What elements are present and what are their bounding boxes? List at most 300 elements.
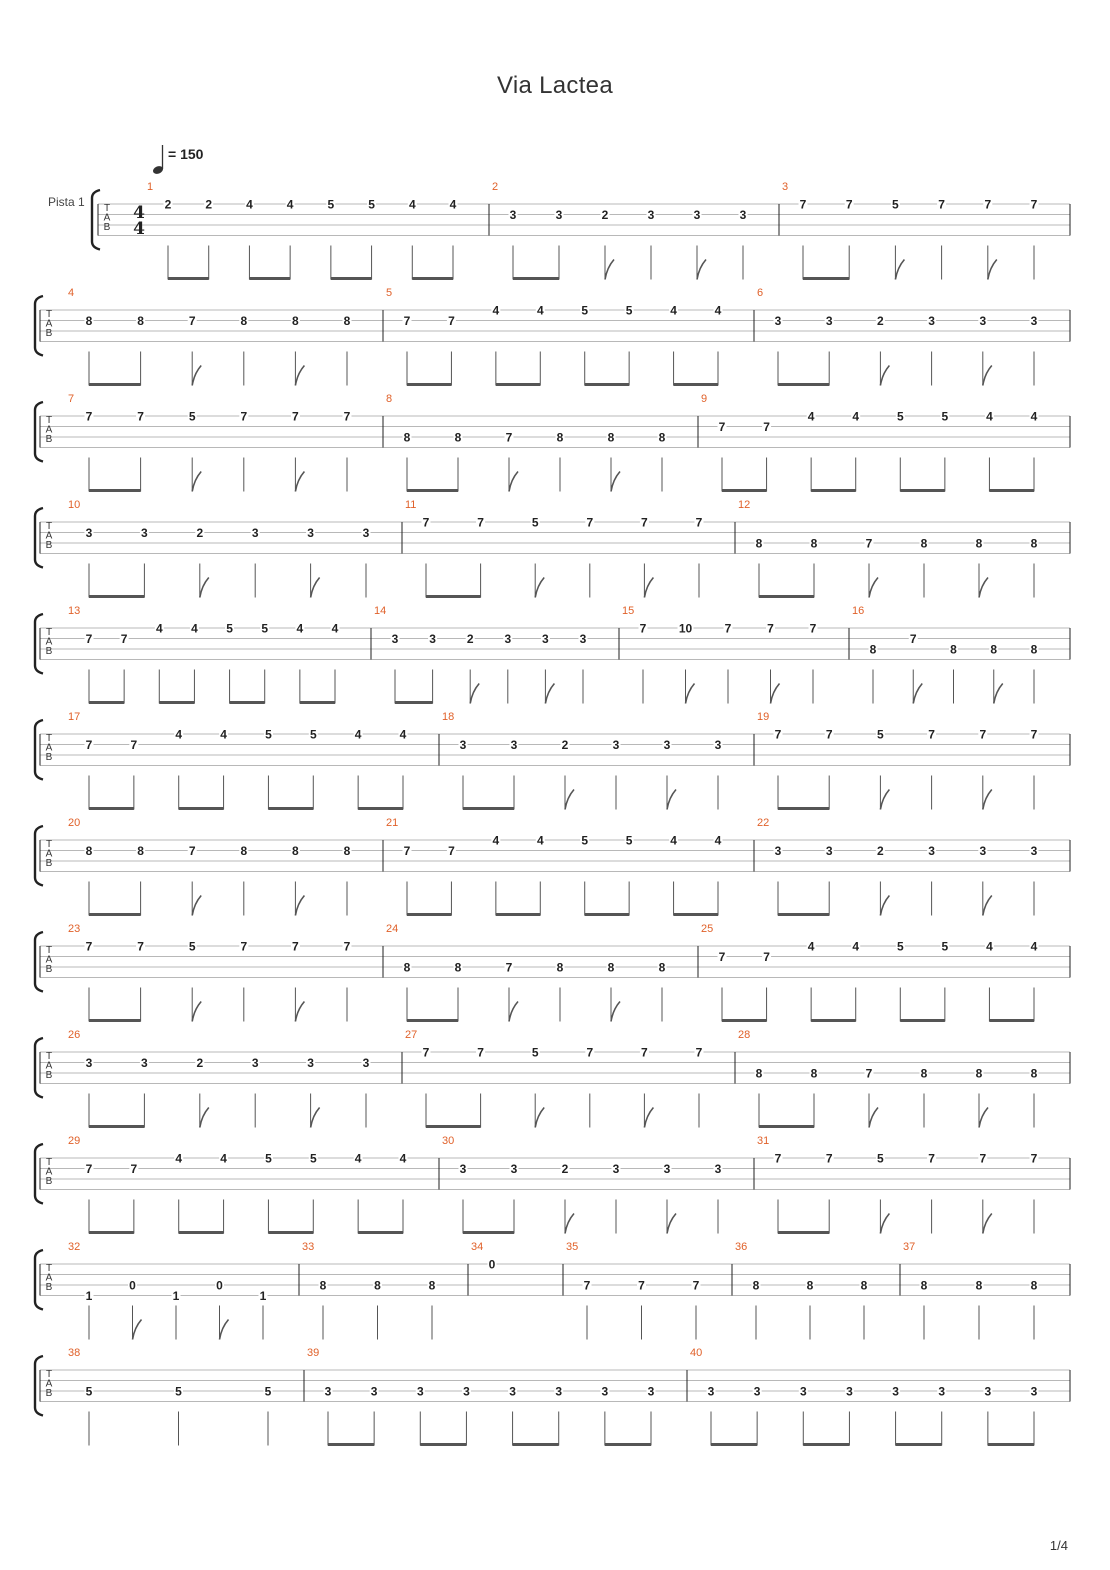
fret-number: 4: [492, 833, 500, 848]
tab-clef-letter: T: [45, 1369, 53, 1380]
fret-number: 8: [920, 1066, 928, 1081]
tab-clef-letter: A: [45, 1378, 53, 1390]
fret-number: 7: [85, 409, 93, 424]
note-flag: [697, 260, 706, 280]
fret-number: 7: [909, 632, 917, 646]
fret-number: 7: [130, 738, 138, 752]
fret-number: 7: [240, 939, 248, 954]
measure-number: 23: [68, 923, 81, 935]
fret-number: 7: [1030, 727, 1038, 742]
measure-number: 22: [757, 817, 770, 829]
system-bracket: [35, 932, 43, 992]
fret-number: 5: [877, 727, 884, 742]
fret-number: 3: [579, 632, 587, 646]
measure-number: 10: [68, 499, 81, 511]
note-flag: [994, 684, 1003, 704]
fret-number: 8: [1030, 1066, 1038, 1081]
note-flag: [880, 790, 889, 810]
fret-number: 1: [172, 1289, 180, 1303]
tab-clef-letter: A: [45, 636, 53, 648]
fret-number: 7: [774, 1151, 782, 1166]
note-flag: [644, 1108, 653, 1128]
song-title: Via Lactea: [497, 72, 613, 99]
note-flag: [895, 260, 904, 280]
fret-number: 7: [137, 409, 144, 424]
fret-number: 3: [753, 1384, 761, 1399]
tab-clef-letter: A: [45, 742, 53, 754]
fret-number: 3: [928, 314, 935, 328]
fret-number: 8: [428, 1278, 436, 1293]
fret-number: 4: [408, 197, 416, 212]
measure-number: 28: [738, 1029, 751, 1041]
measure-number: 6: [757, 287, 764, 299]
note-flag: [509, 1002, 518, 1022]
fret-number: 4: [1030, 939, 1038, 954]
fret-number: 3: [459, 738, 467, 752]
fret-number: 7: [692, 1278, 700, 1293]
fret-number: 8: [860, 1278, 868, 1293]
measure-number: 20: [68, 817, 81, 829]
fret-number: 4: [191, 621, 198, 636]
fret-number: 4: [492, 303, 500, 318]
fret-number: 7: [695, 1045, 703, 1060]
fret-number: 3: [370, 1384, 378, 1399]
fret-number: 4: [449, 197, 457, 212]
measure-number: 8: [386, 393, 393, 405]
fret-number: 7: [724, 621, 732, 636]
measure-number: 2: [492, 181, 499, 193]
measure-number: 32: [68, 1241, 81, 1253]
measure-number: 24: [386, 923, 399, 935]
fret-number: 7: [695, 515, 703, 530]
tab-clef-letter: T: [45, 415, 53, 426]
fret-number: 8: [85, 844, 93, 858]
fret-number: 8: [137, 314, 144, 328]
note-flag: [667, 1214, 676, 1234]
measure-number: 31: [757, 1135, 770, 1147]
fret-number: 7: [774, 727, 782, 742]
fret-number: 3: [555, 1384, 563, 1399]
fret-number: 7: [979, 727, 987, 742]
fret-number: 3: [714, 1162, 722, 1176]
fret-number: 3: [85, 1056, 93, 1070]
system-bracket: [35, 826, 43, 886]
fret-number: 8: [454, 430, 462, 445]
fret-number: 7: [85, 738, 93, 752]
measure-number: 14: [374, 605, 387, 617]
measure-number: 33: [302, 1241, 315, 1253]
fret-number: 0: [216, 1278, 223, 1293]
tab-clef-letter: A: [45, 848, 53, 860]
fret-number: 3: [362, 526, 370, 540]
fret-number: 3: [459, 1162, 467, 1176]
fret-number: 7: [809, 621, 817, 636]
fret-number: 7: [845, 197, 853, 212]
system-bracket: [35, 402, 43, 462]
note-flag: [644, 578, 653, 598]
fret-number: 4: [220, 1151, 227, 1166]
note-flag: [913, 684, 922, 704]
note-flag: [470, 684, 479, 704]
system-bracket: [35, 720, 43, 780]
tab-clef-letter: T: [45, 1263, 53, 1274]
fret-number: 3: [612, 738, 620, 752]
fret-number: 8: [292, 844, 299, 858]
fret-number: 3: [1030, 844, 1038, 858]
fret-number: 4: [175, 1151, 183, 1166]
system-bracket: [35, 614, 43, 674]
tab-clef-letter: B: [45, 646, 53, 657]
fret-number: 4: [536, 303, 544, 318]
fret-number: 8: [343, 314, 351, 328]
note-flag: [311, 1108, 320, 1128]
note-flag: [869, 1108, 878, 1128]
fret-number: 8: [403, 430, 411, 445]
fret-number: 8: [240, 844, 248, 858]
tab-clef-letter: A: [103, 212, 111, 224]
fret-number: 3: [362, 1056, 370, 1070]
fret-number: 8: [920, 536, 928, 551]
fret-number: 5: [226, 621, 233, 636]
note-flag: [983, 366, 992, 386]
fret-number: 3: [510, 1162, 518, 1176]
measure-number: 3: [782, 181, 789, 193]
fret-number: 4: [714, 303, 722, 318]
fret-number: 8: [292, 314, 299, 328]
tab-clef-letter: T: [103, 203, 111, 214]
tab-clef-letter: B: [45, 328, 53, 339]
note-flag: [880, 896, 889, 916]
fret-number: 8: [1030, 536, 1038, 551]
fret-number: 8: [990, 642, 998, 657]
measure-number: 27: [405, 1029, 418, 1041]
fret-number: 7: [639, 621, 647, 636]
fret-number: 3: [774, 314, 782, 328]
fret-number: 3: [774, 844, 782, 858]
fret-number: 2: [877, 844, 884, 858]
fret-number: 5: [188, 939, 196, 954]
tab-clef-letter: B: [45, 1176, 53, 1187]
note-flag: [869, 578, 878, 598]
note-flag: [988, 260, 997, 280]
measure-number: 19: [757, 711, 770, 723]
measure-number: 39: [307, 1347, 320, 1359]
fret-number: 4: [986, 409, 993, 424]
fret-number: 7: [1030, 197, 1038, 212]
fret-number: 7: [583, 1278, 591, 1293]
fret-number: 8: [85, 314, 93, 328]
fret-number: 8: [869, 642, 877, 657]
fret-number: 8: [240, 314, 248, 328]
fret-number: 7: [1030, 1151, 1038, 1166]
tab-clef-letter: B: [45, 858, 53, 869]
fret-number: 5: [264, 1384, 272, 1399]
fret-number: 8: [374, 1278, 381, 1293]
tab-clef-letter: T: [45, 1157, 53, 1168]
note-flag: [545, 684, 554, 704]
measure-number: 4: [68, 287, 75, 299]
fret-number: 5: [261, 621, 269, 636]
note-flag: [311, 578, 320, 598]
note-flag: [565, 790, 574, 810]
note-flag: [983, 1214, 992, 1234]
fret-number: 3: [892, 1384, 899, 1399]
fret-number: 3: [928, 844, 935, 858]
fret-number: 7: [448, 844, 455, 858]
note-flag: [979, 578, 988, 598]
fret-number: 4: [296, 621, 304, 636]
fret-number: 7: [641, 1045, 648, 1060]
fret-number: 4: [354, 727, 362, 742]
fret-number: 7: [422, 515, 430, 530]
fret-number: 5: [581, 833, 589, 848]
note-flag: [611, 1002, 620, 1022]
measure-number: 21: [386, 817, 399, 829]
fret-number: 7: [638, 1278, 645, 1293]
fret-number: 7: [343, 409, 351, 424]
tab-clef-letter: A: [45, 318, 53, 330]
fret-number: 7: [477, 1045, 484, 1060]
fret-number: 4: [175, 727, 183, 742]
tab-clef-letter: T: [45, 733, 53, 744]
fret-number: 3: [307, 526, 314, 540]
fret-number: 5: [85, 1384, 93, 1399]
fret-number: 4: [286, 197, 294, 212]
fret-number: 3: [707, 1384, 715, 1399]
measure-number: 18: [442, 711, 455, 723]
tab-clef-letter: B: [45, 752, 53, 763]
page-number: 1/4: [1049, 1538, 1068, 1553]
note-flag: [192, 1002, 201, 1022]
fret-number: 5: [265, 727, 272, 742]
fret-number: 8: [975, 536, 983, 551]
measure-number: 30: [442, 1135, 455, 1147]
fret-number: 4: [354, 1151, 362, 1166]
fret-number: 2: [196, 526, 204, 540]
tab-clef-letter: B: [45, 434, 53, 445]
fret-number: 8: [556, 430, 564, 445]
note-flag: [509, 472, 518, 492]
fret-number: 3: [1030, 314, 1038, 328]
fret-number: 5: [625, 303, 633, 318]
fret-number: 3: [846, 1384, 853, 1399]
fret-number: 5: [625, 833, 633, 848]
fret-number: 7: [825, 727, 833, 742]
tab-clef-letter: A: [45, 1166, 53, 1178]
fret-number: 7: [928, 1151, 935, 1166]
fret-number: 0: [488, 1257, 496, 1272]
fret-number: 7: [343, 939, 351, 954]
fret-number: 7: [979, 1151, 987, 1166]
fret-number: 3: [693, 208, 701, 222]
track-name: Pista 1: [48, 195, 85, 209]
fret-number: 7: [130, 1162, 138, 1176]
fret-number: 3: [938, 1384, 946, 1399]
tab-clef-letter: B: [45, 1282, 53, 1293]
fret-number: 8: [658, 960, 666, 975]
note-flag: [295, 472, 304, 492]
fret-number: 7: [505, 960, 513, 975]
fret-number: 7: [718, 420, 726, 434]
tab-clef-letter: T: [45, 1051, 53, 1062]
fret-number: 8: [950, 642, 957, 657]
fret-number: 3: [504, 632, 512, 646]
fret-number: 4: [1030, 409, 1038, 424]
fret-number: 4: [807, 939, 815, 954]
fret-number: 5: [531, 1045, 539, 1060]
fret-number: 7: [422, 1045, 430, 1060]
measure-number: 1: [147, 181, 154, 193]
note-flag: [880, 366, 889, 386]
fret-number: 8: [556, 960, 564, 975]
fret-number: 4: [155, 621, 163, 636]
measure-number: 38: [68, 1347, 81, 1359]
measure-number: 5: [386, 287, 393, 299]
note-flag: [295, 896, 304, 916]
fret-number: 5: [581, 303, 589, 318]
fret-number: 5: [309, 727, 317, 742]
fret-number: 3: [663, 1162, 671, 1176]
tab-clef-letter: A: [45, 1272, 53, 1284]
note-flag: [192, 472, 201, 492]
fret-number: 5: [265, 1151, 272, 1166]
system-bracket: [35, 508, 43, 568]
system-bracket: [35, 1356, 43, 1416]
fret-number: 3: [984, 1384, 992, 1399]
note-flag: [983, 896, 992, 916]
fret-number: 5: [941, 409, 949, 424]
fret-number: 5: [368, 197, 375, 212]
fret-number: 5: [327, 197, 335, 212]
fret-number: 7: [403, 844, 411, 858]
fret-number: 1: [259, 1289, 267, 1303]
fret-number: 4: [852, 409, 860, 424]
tempo-value: = 150: [168, 146, 204, 162]
fret-number: 2: [164, 197, 172, 212]
fret-number: 7: [188, 844, 196, 858]
fret-number: 3: [663, 738, 671, 752]
fret-number: 2: [601, 208, 609, 222]
fret-number: 7: [938, 197, 945, 212]
fret-number: 4: [536, 833, 544, 848]
fret-number: 8: [454, 960, 462, 975]
fret-number: 7: [825, 1151, 833, 1166]
fret-number: 2: [561, 738, 569, 752]
fret-number: 3: [739, 208, 747, 222]
fret-number: 7: [767, 621, 774, 636]
note-flag: [200, 578, 209, 598]
note-flag: [565, 1214, 574, 1234]
fret-number: 8: [607, 430, 615, 445]
fret-number: 3: [555, 208, 563, 222]
measure-number: 34: [471, 1241, 484, 1253]
fret-number: 3: [612, 1162, 620, 1176]
note-flag: [535, 1108, 544, 1128]
fret-number: 3: [429, 632, 436, 646]
fret-number: 8: [755, 1066, 763, 1081]
fret-number: 4: [852, 939, 860, 954]
measure-number: 25: [701, 923, 714, 935]
note-flag: [192, 366, 201, 386]
note-flag: [979, 1108, 988, 1128]
fret-number: 8: [137, 844, 144, 858]
fret-number: 7: [292, 939, 299, 954]
fret-number: 3: [251, 526, 259, 540]
fret-number: 5: [941, 939, 949, 954]
note-flag: [535, 578, 544, 598]
fret-number: 2: [205, 197, 213, 212]
note-flag: [192, 896, 201, 916]
fret-number: 8: [607, 960, 615, 975]
fret-number: 4: [246, 197, 253, 212]
fret-number: 4: [670, 303, 677, 318]
note-flag: [667, 790, 676, 810]
system-bracket: [35, 1250, 43, 1310]
fret-number: 7: [505, 430, 513, 445]
tab-clef-letter: A: [45, 424, 53, 436]
fret-number: 7: [120, 632, 128, 646]
fret-number: 7: [928, 727, 935, 742]
fret-number: 8: [975, 1066, 983, 1081]
tab-clef-letter: B: [45, 540, 53, 551]
fret-number: 8: [319, 1278, 327, 1293]
fret-number: 3: [141, 526, 148, 540]
fret-number: 8: [810, 536, 818, 551]
measure-number: 16: [852, 605, 865, 617]
fret-number: 4: [331, 621, 339, 636]
fret-number: 10: [678, 621, 693, 636]
measure-number: 15: [622, 605, 635, 617]
fret-number: 5: [892, 197, 899, 212]
measure-number: 7: [68, 393, 75, 405]
fret-number: 7: [292, 409, 299, 424]
fret-number: 3: [324, 1384, 332, 1399]
fret-number: 5: [175, 1384, 182, 1399]
fret-number: 5: [188, 409, 196, 424]
system-bracket: [35, 296, 43, 356]
fret-number: 3: [601, 1384, 609, 1399]
tab-clef-letter: B: [103, 222, 111, 233]
fret-number: 7: [85, 632, 93, 646]
fret-number: 5: [896, 409, 904, 424]
note-flag: [880, 1214, 889, 1234]
fret-number: 3: [416, 1384, 424, 1399]
system-bracket: [35, 1144, 43, 1204]
fret-number: 8: [752, 1278, 760, 1293]
tab-clef-letter: T: [45, 839, 53, 850]
measure-number: 36: [735, 1241, 748, 1253]
fret-number: 7: [403, 314, 411, 328]
fret-number: 5: [877, 1151, 884, 1166]
note-flag: [295, 366, 304, 386]
fret-number: 3: [799, 1384, 807, 1399]
note-flag: [771, 684, 780, 704]
tab-clef-letter: A: [45, 530, 53, 542]
fret-number: 3: [251, 1056, 259, 1070]
fret-number: 7: [718, 950, 726, 964]
fret-number: 2: [877, 314, 884, 328]
fret-number: 7: [586, 1045, 594, 1060]
fret-number: 7: [865, 1066, 873, 1081]
fret-number: 3: [714, 738, 722, 752]
fret-number: 7: [477, 515, 484, 530]
fret-number: 8: [975, 1278, 983, 1293]
fret-number: 7: [641, 515, 648, 530]
fret-number: 8: [810, 1066, 818, 1081]
fret-number: 7: [763, 950, 770, 964]
fret-number: 3: [510, 738, 518, 752]
fret-number: 8: [755, 536, 763, 551]
